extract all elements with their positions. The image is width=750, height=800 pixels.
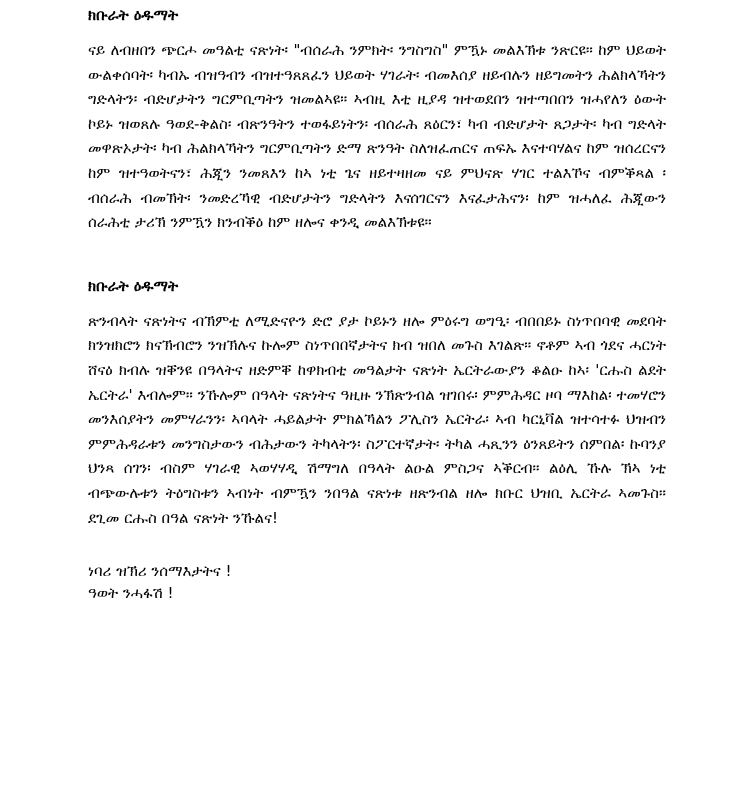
closing-line-2: ዓወት ንሓፋሽ ! <box>88 584 174 603</box>
section-1-paragraph: ናይ ለብዘበን ጭርሖ መዓልቲ ናጽነት፡ "ብሰራሕ ንምክት፡ ንግስግስ" ምዃኑ መልእኽቱ ንጽርዩ። ከም ህይወት ውልቀሰባት፡ ካብኡ ብዝዓብን ብዝተዓጸጸፈን ህይወት ሃገራት፡ ብመእሰያ ዘይብሉን ዘይግመትን ሕልክላኻትን ግድላትን፡ ብድሆታትን ግርምቢጣትን ዝመልኣዩ። ኣብዚ እቲ ዚያዳ ዝተወደበን ዝተጣበበን ዝሓየለን ዕውት ኮይኑ ዝወጸሉ ዓወደ-ቅልስ፡ ብጽንዓትን ተወፋይነትን፡ ብሰራሕ ጸዕርን፣ ካብ ብድሆታት ጸጋታት፡ ካብ ግድላት መዋጽኦታት፡ ካብ ሕልክላኻትን ግርምቢጣትን ድማ ጽንዓት ስለዝፈጠርና ጠፍኡ እናተባሃልና ከም ዝሰረርናን ከም ዝተዓወትናን፣ ሕጂን ንመጸእን ከኣ ነቲ ጌና ዘይተዛዘመ ናይ ምህናጽ ሃገር ተልእኾና ብምቕጻል ፡ ብሰራሕ ብመኽት፡ ንመድረኻዊ ብድሆታትን ግድላትን እናሰገርናን እናፈታሕናን፡ ከም ዝሓለፈ ሕጂውን ሰራሕቲ ታሪኽ ንምዃን ክንብቕዕ ከም ዘሎና ቀንዲ መልእኽቱዩ። <box>88 41 666 232</box>
section-1-heading: ክቡራት ዕዱማት <box>88 6 179 24</box>
section-2-paragraph: ጽንብላት ናጽነትና ብኽምቲ ለሚድናዮን ድሮ ያታ ኮይኑን ዘሎ ምዕሩግ ወግዒ፡ ብበበይኑ ስነጥበባዊ መደባት ክንዝክሮን ክናኽብሮን ንዝኽሉና ኩሎም ስነጥበበኛታትና ክብ ዝበለ መጉስ እገልጽ። ኖቶም ኣብ ጎደና ሓርነት ሸናዕ ክብሉ ዝቐንዩ በዓላትና ዘድምቐ ከዋክብቲ መዓልታት ናጽነት ኤርትራውያን ቆልዑ ከኣ፡ 'ርሑስ ልደት ኤርትራ' እብሎም። ንኹሎም በዓላት ናጽነትና ዓዚዙ ንኽጽንብል ዝገበሩ፡ ምምሕዳር ዞባ ማእከል፡ ተመሃሮን መንእሰያትን መምሃራንን፡ ኣባላት ሓይልታት ምክልኻልን ፖሊስን ኤርትራ፡ ኣብ ካርኒቫል ዝተሳተፉ ህዝብን ምምሕዳራቱን መንግስታውን ብሕታውን ትካላትን፡ ስፖርተኛታት፡ ትካል ሓጺንን ዕንጸይትን ሰምበል፡ ኩባንያ ህንጻ ሰገን፡ ብስም ሃገራዊ ኣወሃሃዲ ሽማግለ በዓላት ልዑል ምስጋና ኣቕርብ። ልዕሊ ኹሉ ኽኣ ነቲ ብጭውሉቱን ትዕግስቱን ኣብነት ብምዃን ንበዓል ናጽነቱ ዘጽንብል ዘሎ ክቡር ህዝቢ ኤርትራ ኣመጉስ። ደጊመ ርሑስ በዓል ናጽነት ንኹልና! <box>88 311 666 527</box>
section-2-heading: ክቡራት ዕዱማት <box>88 276 179 295</box>
document-body <box>88 4 666 604</box>
closing-slogans <box>88 560 666 604</box>
closing-line-1: ነባሪ ዝኽሪ ንሰማእታትና ! <box>88 562 232 581</box>
